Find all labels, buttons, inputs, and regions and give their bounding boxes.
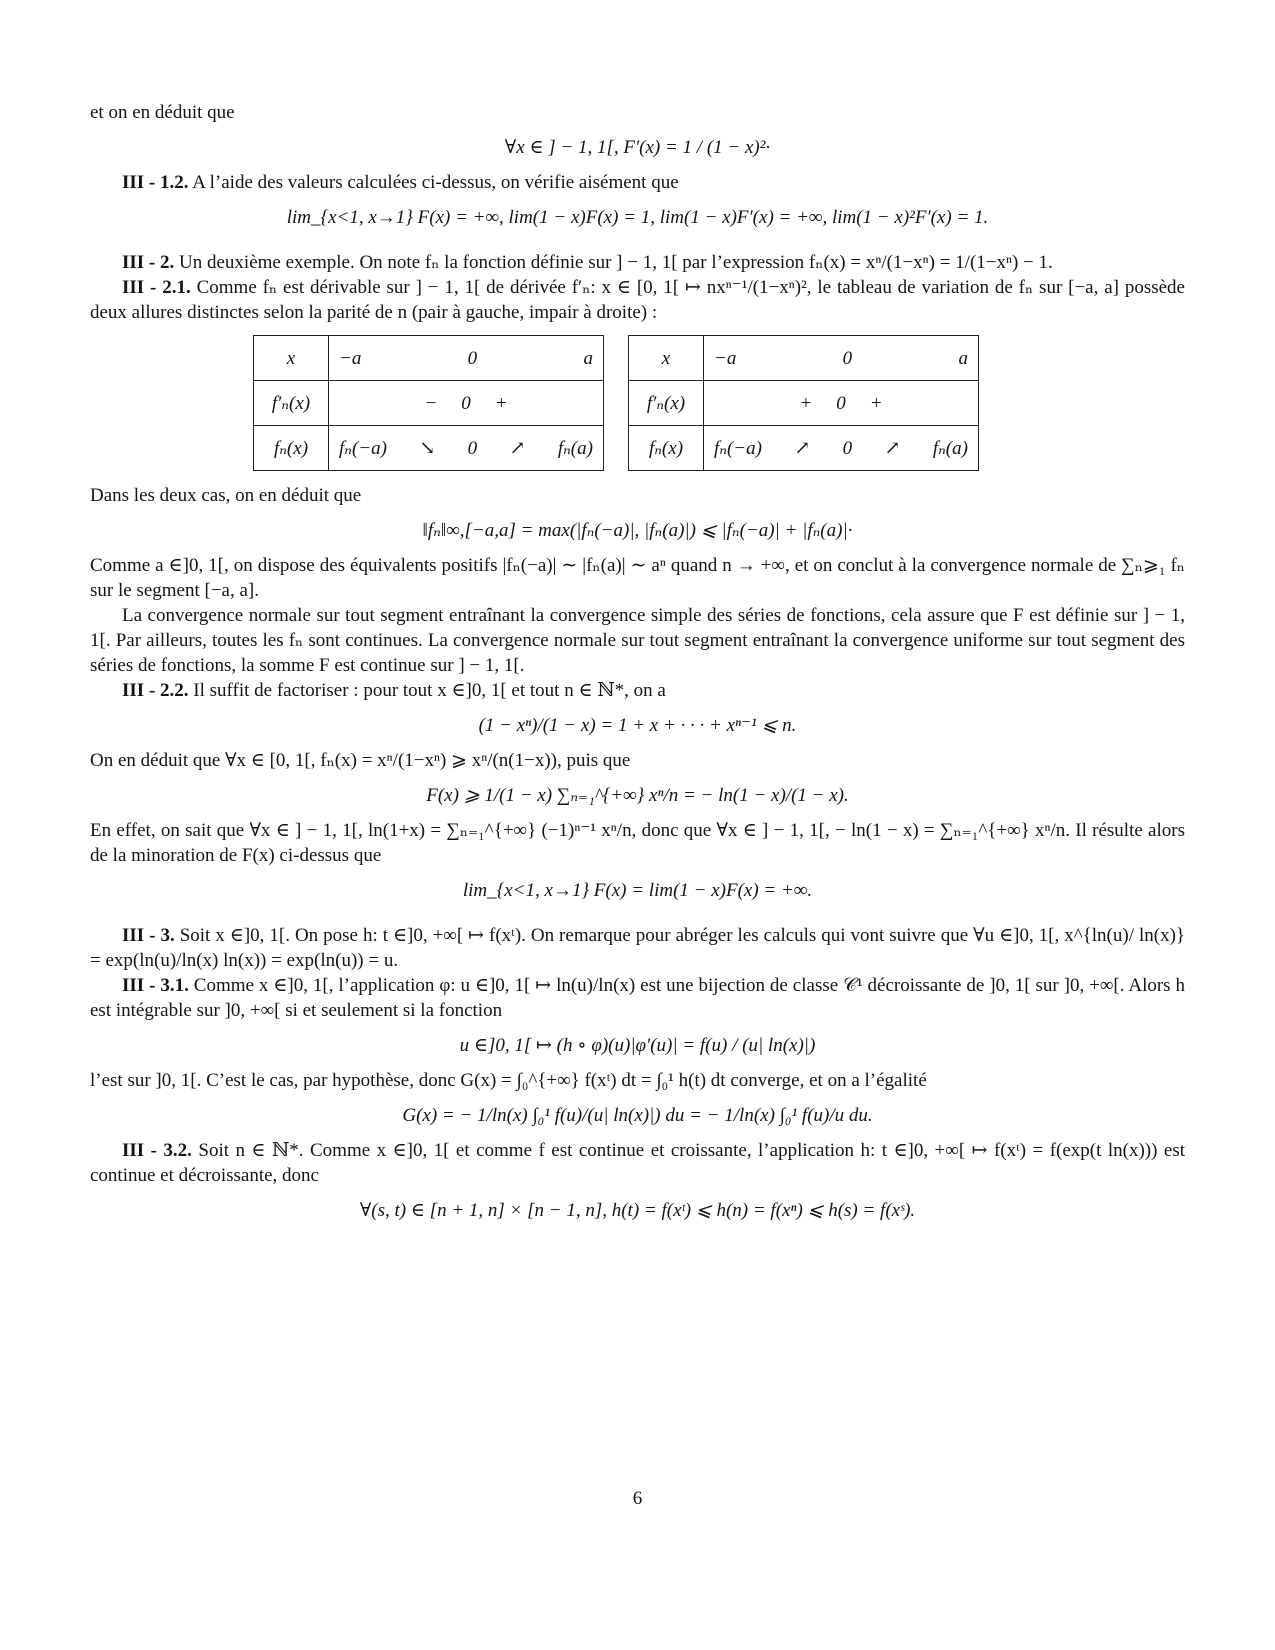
table-cell: a <box>958 347 968 369</box>
section-text: Soit n ∈ ℕ*. Comme x ∈]0, 1[ et comme f est continue et croissante, l’application h: t ∈]0, +∞[ ↦ f(xᵗ) = f(exp(t ln(x))) est continue et décroissante, donc <box>90 1140 1186 1186</box>
variation-table-odd <box>628 335 979 471</box>
section-text: A l’aide des valeurs calculées ci-dessus, on vérifie aisément que <box>192 172 679 193</box>
table-cell: + <box>869 392 883 414</box>
section-text: Un deuxième exemple. On note fₙ la fonction définie sur ] − 1, 1[ par l’expression fₙ(x) = xⁿ/(1−xⁿ) = 1/(1−xⁿ) − 1. <box>179 252 1053 273</box>
section-text: Soit x ∈]0, 1[. On pose h: t ∈]0, +∞[ ↦ f(xᵗ). On remarque pour abréger les calculs qui vont suivre que ∀u ∈]0, 1[, x^{ln(u)/ ln(x)} = exp(ln(u)/ln(x) ln(x)) = exp(ln(u)) = u. <box>90 925 1186 971</box>
table-cell: −a <box>714 347 737 369</box>
equation-limit-infinity: lim_{x<1, x→1} F(x) = lim(1 − x)F(x) = +∞. <box>462 880 813 901</box>
equation-limits: lim_{x<1, x→1} F(x) = +∞, lim(1 − x)F(x) = 1, lim(1 − x)F′(x) = +∞, lim(1 − x)²F′(x) = 1. <box>286 207 989 228</box>
table-cell: fₙ(−a) <box>714 437 762 459</box>
arrow-up-icon: ↗ <box>884 437 901 459</box>
table-header: f′ₙ(x) <box>629 381 704 426</box>
page-body <box>90 100 1185 1233</box>
arrow-up-icon: ↗ <box>794 437 811 459</box>
table-cell: a <box>583 347 593 369</box>
table-header: x <box>629 336 704 381</box>
section-2-1 <box>90 275 1185 325</box>
equation-monotone: ∀(s, t) ∈ [n + 1, n] × [n − 1, n], h(t) = f(xᵗ) ⩽ h(n) = f(xⁿ) ⩽ h(s) = f(xˢ). <box>359 1200 916 1221</box>
section-label: III - 1.2. <box>122 172 189 193</box>
equation-lower-bound: F(x) ⩾ 1/(1 − x) ∑ₙ₌₁^{+∞} xⁿ/n = − ln(1 − x)/(1 − x). <box>426 785 849 806</box>
arrow-down-icon: ↘ <box>419 437 436 459</box>
table-cell: − <box>424 392 438 414</box>
table-cell: fₙ(a) <box>557 437 593 459</box>
table-cell: fₙ(a) <box>932 437 968 459</box>
page-number: 6 <box>632 1488 643 1509</box>
equation-derivative: ∀x ∈ ] − 1, 1[, F′(x) = 1 / (1 − x)²· <box>504 137 771 158</box>
cases-text: Dans les deux cas, on en déduit que <box>90 485 362 506</box>
table-header: x <box>254 336 329 381</box>
table-cell: 0 <box>842 347 853 369</box>
paragraph-integral: l’est sur ]0, 1[. C’est le cas, par hypothèse, donc G(x) = ∫₀^{+∞} f(xᵗ) dt = ∫₀¹ h(t) dt converge, et on a l’égalité <box>90 1070 927 1091</box>
intro-text: et on en déduit que <box>90 102 235 123</box>
section-label: III - 2.1. <box>122 277 191 298</box>
variation-table-even <box>253 335 604 471</box>
equation-norm: ‖fₙ‖∞,[−a,a] = max(|fₙ(−a)|, |fₙ(a)|) ⩽ |fₙ(−a)| + |fₙ(a)|· <box>422 520 853 541</box>
equation-change-variable: u ∈]0, 1[ ↦ (h ∘ φ)(u)|φ′(u)| = f(u) / (u| ln(x)|) <box>459 1035 816 1056</box>
section-text: Comme x ∈]0, 1[, l’application φ: u ∈]0, 1[ ↦ ln(u)/ln(x) est une bijection de classe 𝒞¹ décroissante de ]0, 1[ sur ]0, +∞[. Alors h est intégrable sur ]0, +∞[ si et seulement si la fonction <box>90 975 1185 1021</box>
paragraph-equivalents: Comme a ∈]0, 1[, on dispose des équivalents positifs |fₙ(−a)| ∼ |fₙ(a)| ∼ aⁿ quand n → +∞, et on conclut à la convergence normale de ∑ₙ⩾₁ fₙ sur le segment [−a, a]. <box>90 555 1185 601</box>
table-cell: −a <box>339 347 362 369</box>
section-3 <box>90 923 1185 973</box>
section-label: III - 3.2. <box>122 1140 192 1161</box>
table-header: f′ₙ(x) <box>254 381 329 426</box>
table-cell: 0 <box>836 392 846 414</box>
section-3-2 <box>90 1138 1185 1188</box>
section-2 <box>90 250 1185 275</box>
table-cell: 0 <box>461 392 471 414</box>
table-cell: 0 <box>467 347 478 369</box>
table-cell: + <box>494 392 508 414</box>
table-cell: 0 <box>467 437 478 459</box>
section-label: III - 3. <box>122 925 175 946</box>
table-header: fₙ(x) <box>629 426 704 471</box>
equation-factor: (1 − xⁿ)/(1 − x) = 1 + x + · · · + xⁿ⁻¹ ⩽ n. <box>478 715 797 736</box>
section-2-2 <box>90 678 1185 703</box>
paragraph-effet: En effet, on sait que ∀x ∈ ] − 1, 1[, ln(1+x) = ∑ₙ₌₁^{+∞} (−1)ⁿ⁻¹ xⁿ/n, donc que ∀x ∈ ] − 1, 1[, − ln(1 − x) = ∑ₙ₌₁^{+∞} xⁿ/n. Il résulte alors de la minoration de F(x) ci-dessus que <box>90 820 1185 866</box>
section-text: Il suffit de factoriser : pour tout x ∈]0, 1[ et tout n ∈ ℕ*, on a <box>193 680 666 701</box>
section-label: III - 2. <box>122 252 175 273</box>
section-text: Comme fₙ est dérivable sur ] − 1, 1[ de dérivée f′ₙ: x ∈ [0, 1[ ↦ nxⁿ⁻¹/(1−xⁿ)², le tableau de variation de fₙ sur [−a, a] possède deux allures distinctes selon la parité de n (pair à gauche, impair à droite) : <box>90 277 1185 323</box>
table-cell: 0 <box>842 437 853 459</box>
section-3-1 <box>90 973 1185 1023</box>
arrow-up-icon: ↗ <box>509 437 526 459</box>
table-header: fₙ(x) <box>254 426 329 471</box>
paragraph-convergence: La convergence normale sur tout segment entraînant la convergence simple des séries de fonctions, cela assure que F est définie sur ] − 1, 1[. Par ailleurs, toutes les fₙ sont continues. La convergence normale sur tout segment entraînant la convergence uniforme sur tout segment des séries de fonctions, la somme F est continue sur ] − 1, 1[. <box>90 605 1185 676</box>
table-cell: + <box>799 392 813 414</box>
table-cell: fₙ(−a) <box>339 437 387 459</box>
paragraph-deduit: On en déduit que ∀x ∈ [0, 1[, fₙ(x) = xⁿ/(1−xⁿ) ⩾ xⁿ/(n(1−x)), puis que <box>90 750 631 771</box>
equation-G: G(x) = − 1/ln(x) ∫₀¹ f(u)/(u| ln(x)|) du = − 1/ln(x) ∫₀¹ f(u)/u du. <box>402 1105 873 1126</box>
variation-tables <box>253 335 1185 471</box>
section-label: III - 2.2. <box>122 680 189 701</box>
section-1-2 <box>90 170 1185 195</box>
section-label: III - 3.1. <box>122 975 189 996</box>
